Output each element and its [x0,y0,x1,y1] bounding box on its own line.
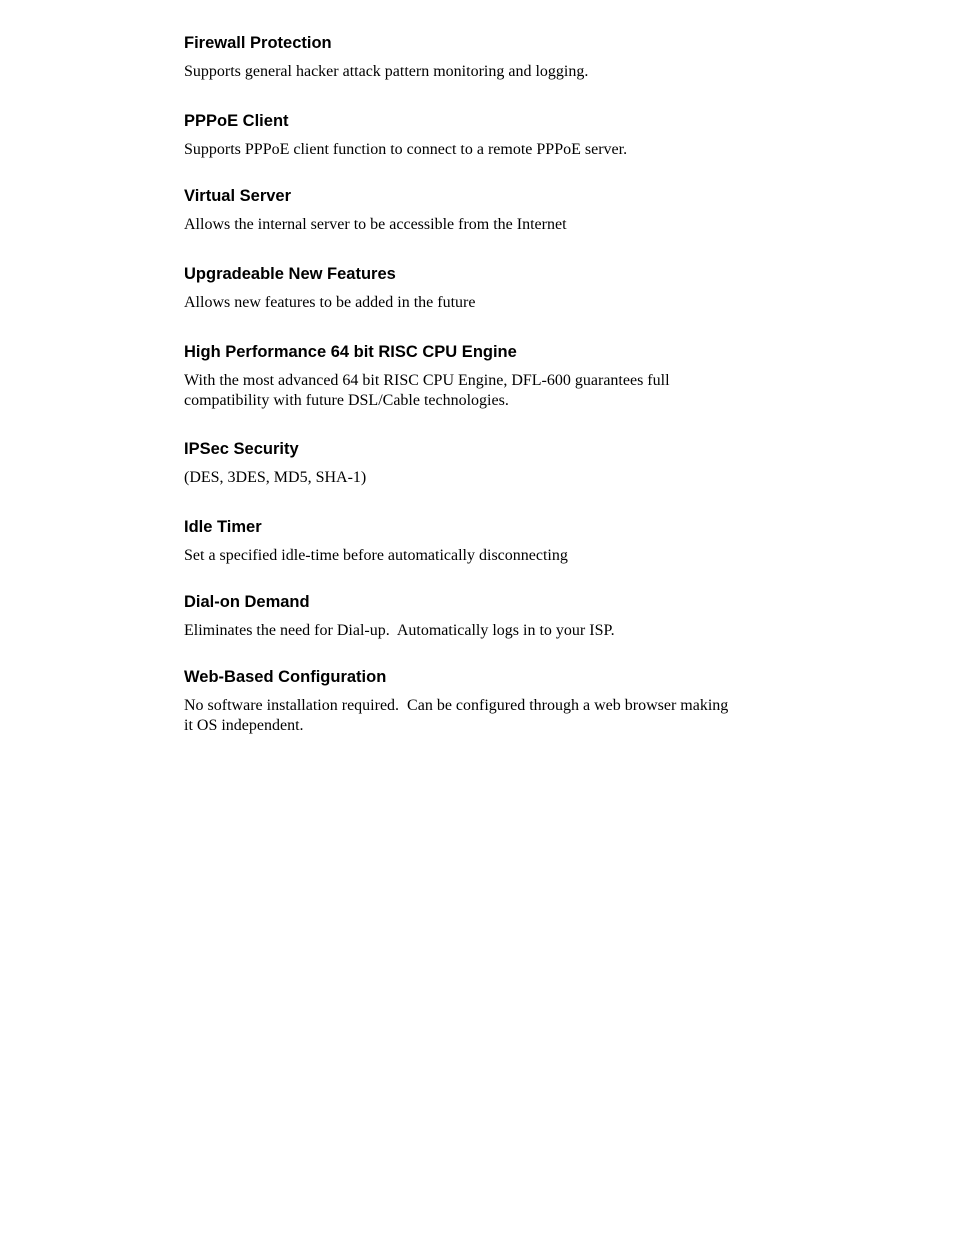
feature-description: Supports general hacker attack pattern monitoring and logging. [184,63,589,80]
feature-title: Firewall Protection [184,34,332,52]
feature-title: Virtual Server [184,187,292,205]
feature-title: PPPoE Client [184,112,289,130]
feature-virtual-server [184,186,784,235]
feature-description: Allows the internal server to be accessible from the Internet [184,216,567,233]
feature-title: Web-Based Configuration [184,668,387,686]
feature-title: High Performance 64 bit RISC CPU Engine [184,343,517,361]
feature-description: Allows new features to be added in the future [184,294,476,311]
feature-description: Eliminates the need for Dial-up. Automatically logs in to your ISP. [184,622,615,639]
feature-description: With the most advanced 64 bit RISC CPU Engine, DFL-600 guarantees full compatibility with future DSL/Cable technologies. [184,372,670,409]
feature-ipsec-security [184,439,784,488]
feature-firewall-protection [184,33,784,82]
feature-title: Idle Timer [184,518,262,536]
feature-title: Upgradeable New Features [184,265,396,283]
feature-description: Supports PPPoE client function to connect to a remote PPPoE server. [184,141,628,158]
feature-risc-cpu-engine [184,342,784,410]
feature-description: (DES, 3DES, MD5, SHA-1) [184,469,367,486]
feature-idle-timer [184,517,784,566]
feature-web-based-configuration [184,667,784,735]
feature-description: No software installation required. Can be configured through a web browser making it OS independent. [184,697,729,734]
feature-title: Dial-on Demand [184,593,310,611]
feature-pppoe-client [184,111,784,160]
feature-title: IPSec Security [184,440,299,458]
feature-upgradeable-new-features [184,264,784,313]
feature-description: Set a specified idle-time before automatically disconnecting [184,547,568,564]
feature-dial-on-demand [184,592,784,641]
